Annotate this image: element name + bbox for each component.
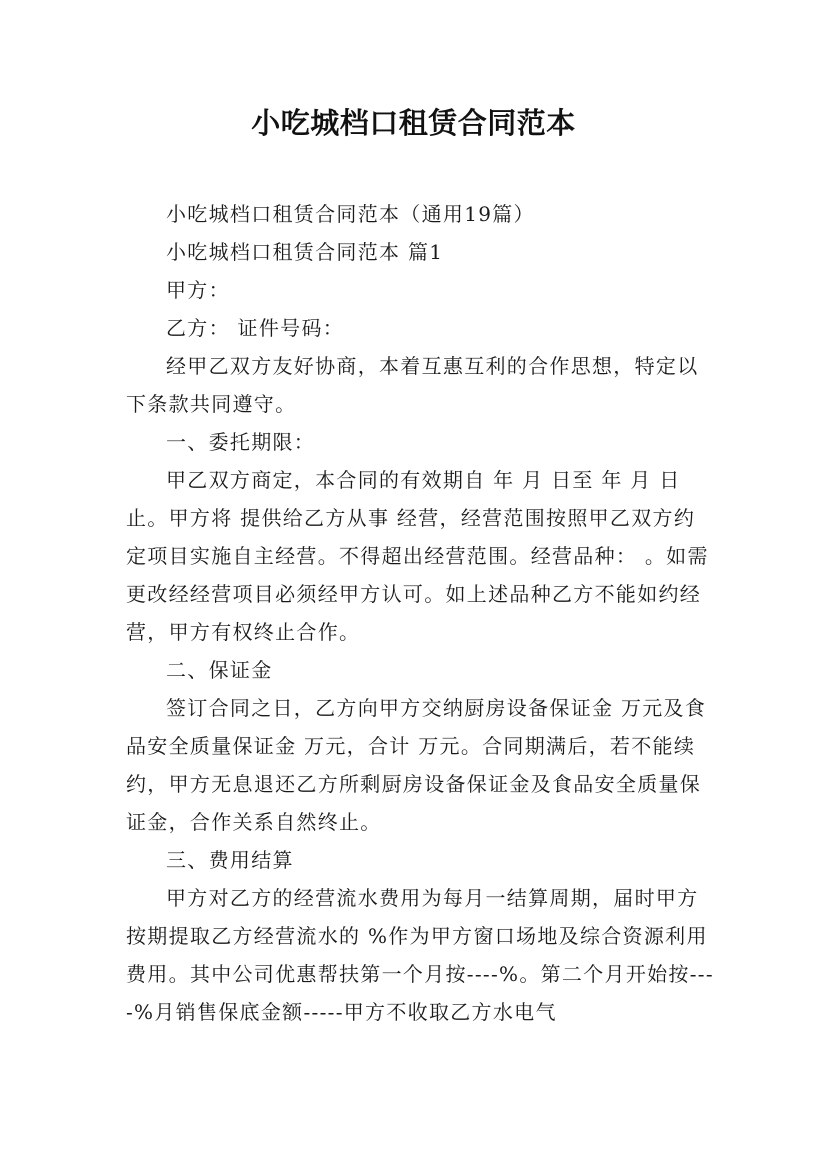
paragraph-term-body: 甲乙双方商定，本合同的有效期自 年 月 日至 年 月 日止。甲方将 提供给乙方从事 经营，经营范围按照甲乙双方约定项目实施自主经营。不得超出经营范围。经营品种： 。如需更改经经营项目必须经甲方认可。如上述品种乙方不能如约经营，甲方有权终止合作。 <box>126 468 709 644</box>
paragraph-heading-term: 一、委托期限： <box>166 430 316 454</box>
paragraph-party-b: 乙方： 证件号码： <box>166 316 345 340</box>
document-title: 小吃城档口租赁合同范本 <box>251 106 576 140</box>
paragraph-deposit-body: 签订合同之日，乙方向甲方交纳厨房设备保证金 万元及食品安全质量保证金 万元，合计 万元。合同期满后，若不能续约，甲方无息退还乙方所剩厨房设备保证金及食品安全质量保证金，合作关系自然终止。 <box>126 696 707 834</box>
document-body <box>126 195 716 1031</box>
paragraph-heading-deposit: 二、保证金 <box>166 658 273 682</box>
paragraph-settlement-body: 甲方对乙方的经营流水费用为每月一结算周期，届时甲方按期提取乙方经营流水的 %作为甲方窗口场地及综合资源利用费用。其中公司优惠帮扶第一个月按----%。第二个月开始按----%月销售保底金额-----甲方不收取乙方水电气 <box>126 886 714 1024</box>
paragraph-subtitle: 小吃城档口租赁合同范本（通用19篇） <box>166 202 535 226</box>
paragraph-section-heading: 小吃城档口租赁合同范本 篇1 <box>166 240 444 264</box>
paragraph-party-a: 甲方： <box>166 278 230 302</box>
paragraph-preamble: 经甲乙双方友好协商，本着互惠互利的合作思想，特定以下条款共同遵守。 <box>126 354 699 416</box>
paragraph-heading-settlement: 三、费用结算 <box>166 848 294 872</box>
